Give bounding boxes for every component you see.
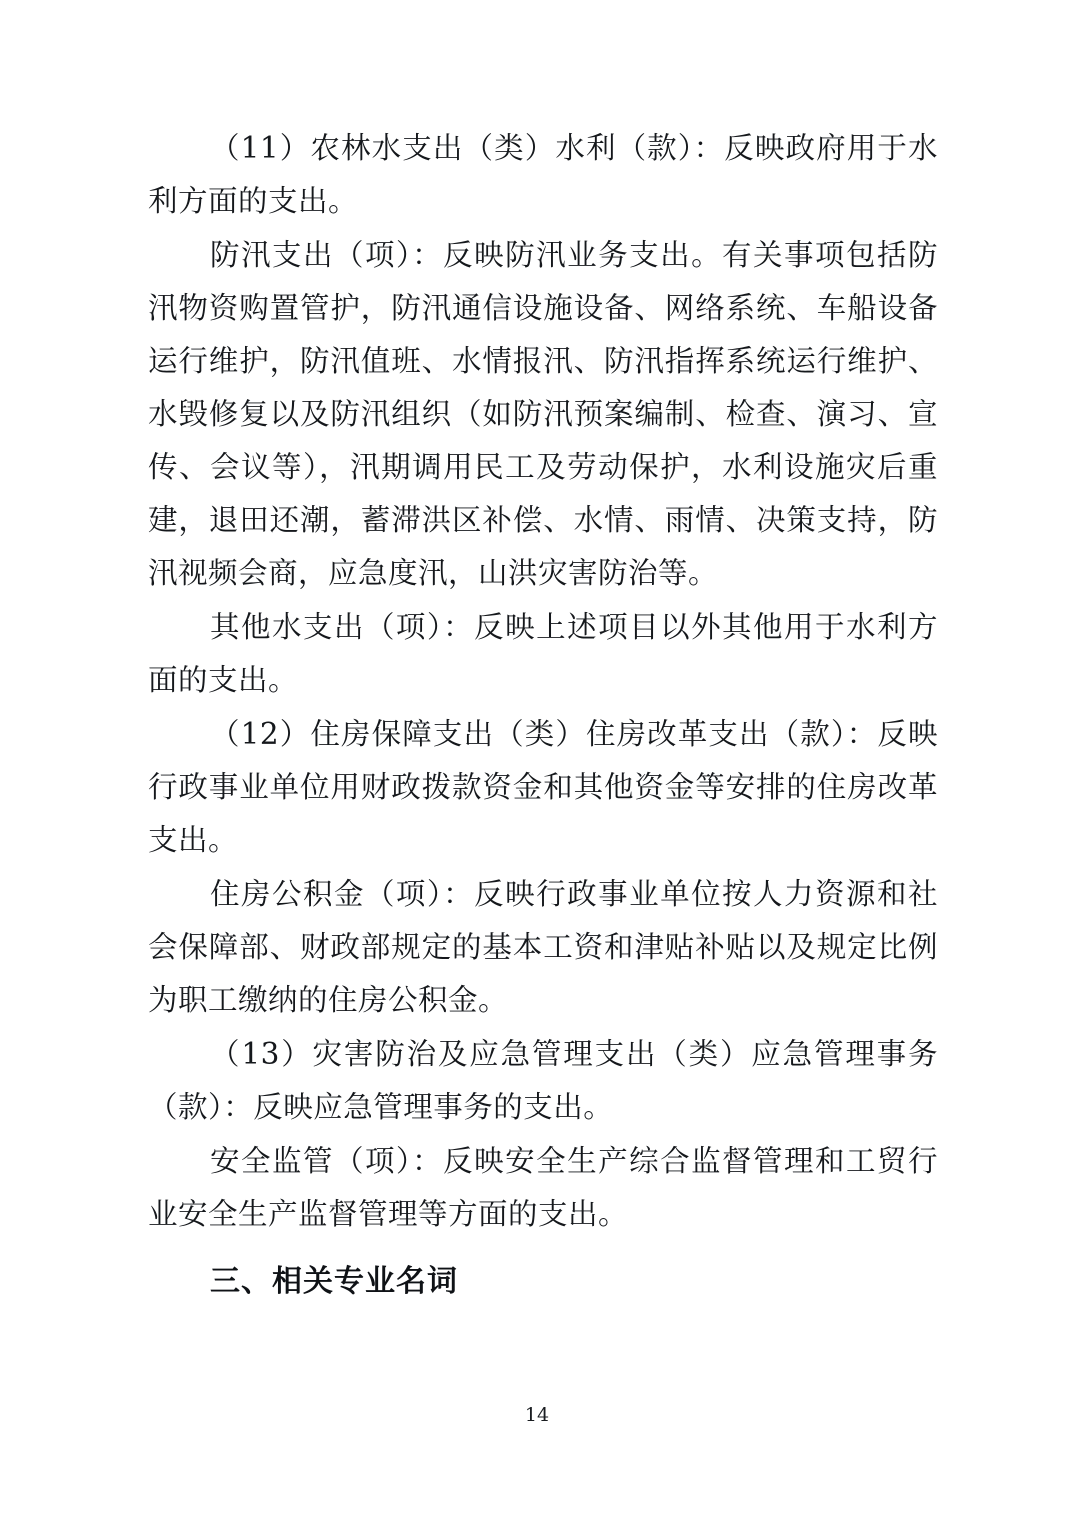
document-body xyxy=(148,122,938,1308)
section-heading: 三、相关专业名词 xyxy=(210,1264,458,1299)
paragraph: （13）灾害防治及应急管理支出（类）应急管理事务（款）：反映应急管理事务的支出。 xyxy=(148,1037,938,1124)
paragraph: 住房公积金（项）：反映行政事业单位按人力资源和社会保障部、财政部规定的基本工资和津贴补贴以及规定比例为职工缴纳的住房公积金。 xyxy=(148,877,938,1017)
paragraph: 其他水支出（项）：反映上述项目以外其他用于水利方面的支出。 xyxy=(148,610,938,697)
paragraph: 防汛支出（项）：反映防汛业务支出。有关事项包括防汛物资购置管护，防汛通信设施设备、网络系统、车船设备运行维护，防汛值班、水情报汛、防汛指挥系统运行维护、水毁修复以及防汛组织（如防汛预案编制、检查、演习、宣传、会议等），汛期调用民工及劳动保护，水利设施灾后重建，退田还潮，蓄滞洪区补偿、水情、雨情、决策支持，防汛视频会商，应急度汛，山洪灾害防治等。 xyxy=(148,238,938,590)
paragraph: （12）住房保障支出（类）住房改革支出（款）：反映行政事业单位用财政拨款资金和其他资金等安排的住房改革支出。 xyxy=(148,717,938,857)
paragraph: （11）农林水支出（类）水利（款）：反映政府用于水利方面的支出。 xyxy=(148,131,938,218)
page-number: 14 xyxy=(524,1404,550,1426)
paragraph: 安全监管（项）：反映安全生产综合监督管理和工贸行业安全生产监督管理等方面的支出。 xyxy=(148,1144,938,1231)
